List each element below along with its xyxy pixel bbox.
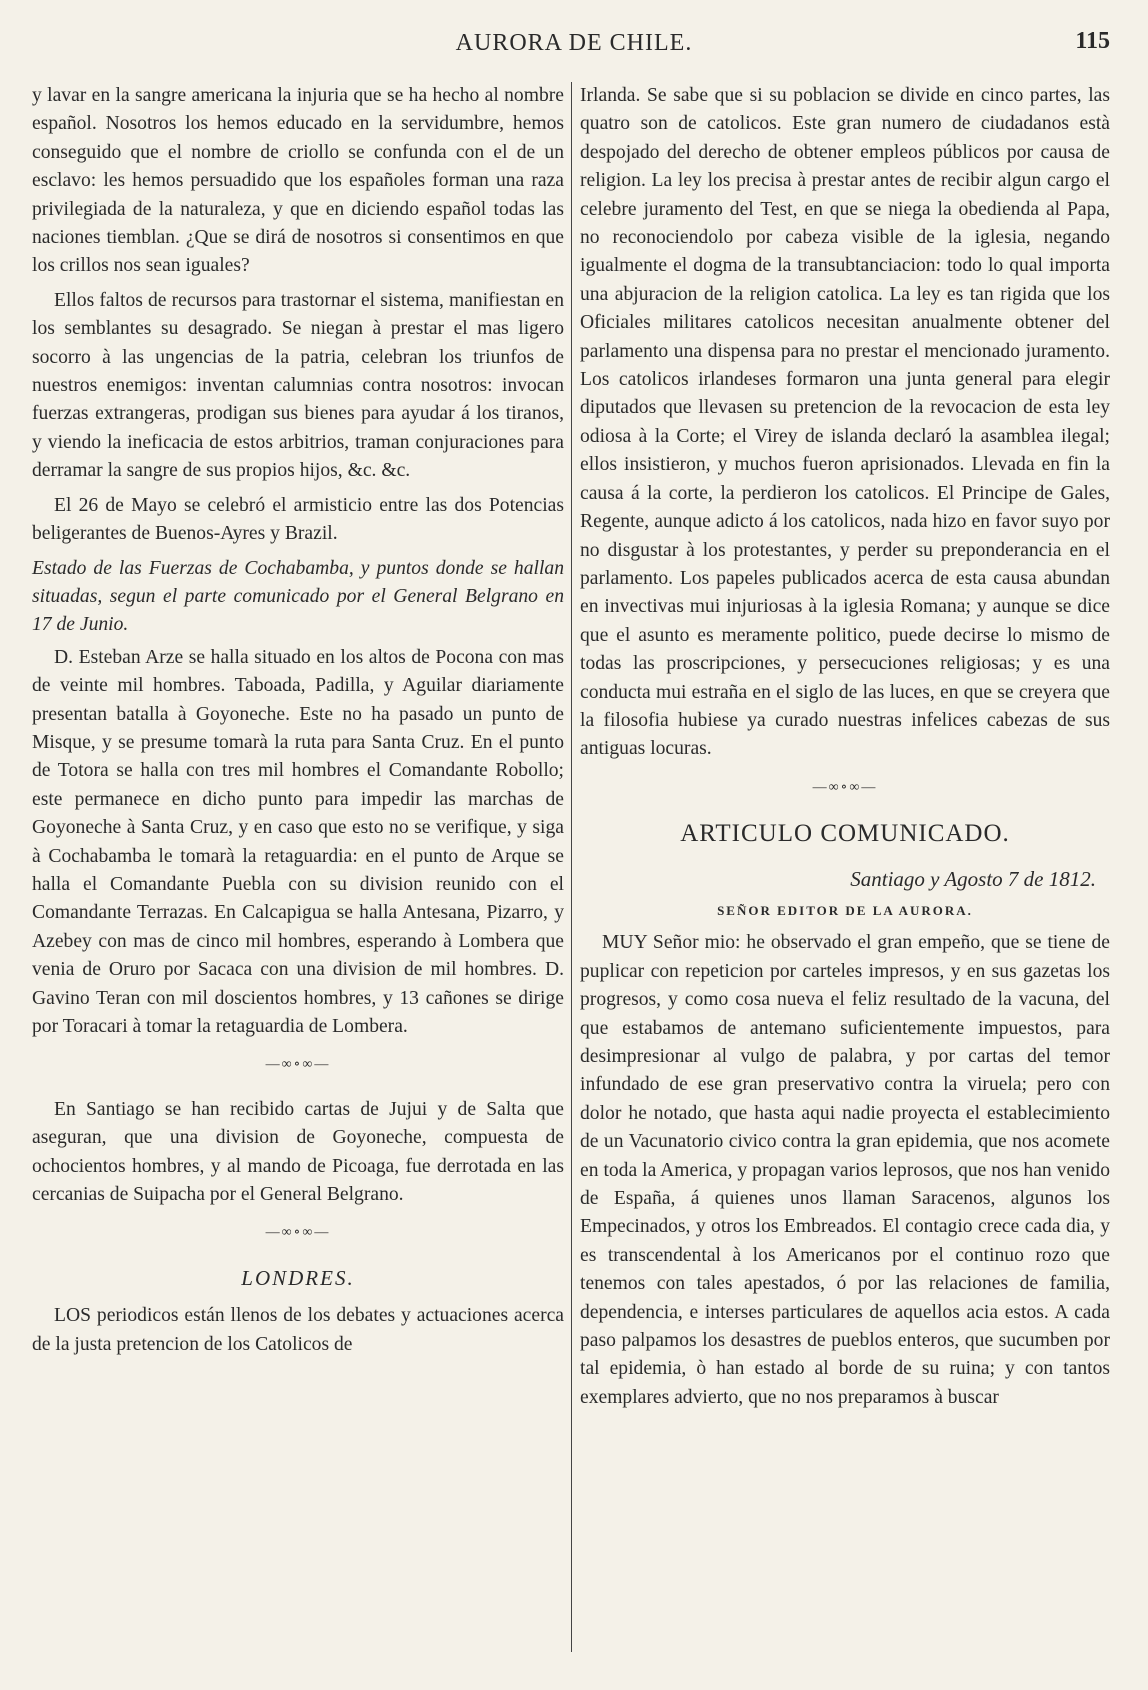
left-paragraph-3: El 26 de Mayo se celebró el armisticio entre las dos Potencias beligerantes de Buenos-Ayres y Brazil. <box>32 494 564 545</box>
ornament-divider: —∞∘∞— <box>265 1057 331 1073</box>
right-column <box>580 82 1110 1650</box>
left-paragraph-7: LOS periodicos están llenos de los debates y actuaciones acerca de la justa pretencion de los Catolicos de <box>32 1305 564 1355</box>
ornament-divider: —∞∘∞— <box>265 1225 331 1241</box>
left-paragraph-1: y lavar en la sangre americana la injuria que se ha hecho al nombre español. Nosotros los hemos educado en la servidumbre, hemos conseguido que el nombre de criollo se confunda con el de un esclavo: les hemos persuadido que los españoles forman una raza privilegiada de la naturaleza, y que en diciendo español todas las naciones tiemblan. ¿Que se dirá de nosotros si consentimos en que los crillos nos sean iguales? <box>32 85 564 277</box>
running-head <box>0 30 1148 66</box>
dateline: Santiago y Agosto 7 de 1812. <box>850 866 1096 891</box>
left-column <box>32 82 564 1650</box>
cochabamba-forces-heading: Estado de las Fuerzas de Cochabamba, y puntos donde se hallan situadas, segun el parte comunicado por el General Belgrano en 17 de Junio. <box>32 557 564 636</box>
newspaper-title: AURORA DE CHILE. <box>455 30 693 56</box>
right-paragraph-2: MUY Señor mio: he observado el gran empeño, que se tiene de puplicar con repeticion por carteles impresos, y en sus gazetas los progresos, y como cosa nueva el feliz resultado de la vacuna, del que estabamos de antemano suficientemente impuestos, para desimpresionar al vulgo de palabra, y por cartas del temor infundado de ese gran preservativo contra la viruela; pero con dolor he notado, que hasta aqui nadie proyecta el establecimiento de un Vacunatorio civico contra la gran epidemia, que nos acomete en toda la America, y propagan varios leprosos, que nos han venido de España, á quienes unos llaman Saracenos, algunos los Empecinados, y otros los Embreados. El contagio crece cada dia, y es transcendental à los Americanos por el continuo rozo que tenemos con tales apestados, ó por las relaciones de familia, dependencia, e interses particulares de aquellos acia estos. A cada paso palpamos los desastres de pueblos enteros, que sucumben por tal epidemia, ò han estado al borde de su ruina; y con tantos exemplares advierto, que no nos preparamos à buscar <box>580 932 1110 1408</box>
article-title: ARTICULO COMUNICADO. <box>680 820 1010 848</box>
right-paragraph-1: Irlanda. Se sabe que si su poblacion se divide en cinco partes, las quatro son de catolicos. Este gran numero de ciudadanos està despojado del derecho de obtener empleos públicos por causa de religion. La ley los precisa à prestar antes de recibir algun cargo el celebre juramento del Test, en que se niega la obedienda al Papa, no reconociendolo por cabeza visible de la iglesia, negando igualmente el dogma de la transubtanciacion: todo lo qual importa una abjuracion de la religion catolica. La ley es tan rigida que los Oficiales militares catolicos necesitan anualmente obtener del parlamento una dispensa para no prestar el mencionado juramento. Los catolicos irlandeses formaron una junta general para elegir diputados que llevasen su pretencion de la revocacion de esta ley odiosa à la Corte; el Virey de islanda declaró la asamblea ilegal; ellos insistieron, y muchos fueron aprisionados. Llevada en fin la causa á la corte, la perdieron los catolicos. El Principe de Gales, Regente, aunque adicto á los catolicos, nada hizo en favor suyo por no disgustar à los protestantes, y perder su preponderancia en el parlamento. Los papeles publicados acerca de esta causa abundan en invectivas mui injuriosas à la iglesia Romana; y aunque se dice que el asunto es meramente politico, puede decirse lo mismo de todas las proscripciones, y persecuciones religiosas; y es una conducta mui estraña en el siglo de las luces, en que se creyera que la filosofia hubiese ya curado nuestras infelices cabezas de sus antiguas locuras. <box>580 85 1110 760</box>
section-title-londres: LONDRES. <box>241 1265 355 1290</box>
page-number: 115 <box>1075 28 1110 54</box>
salutation: SEÑOR EDITOR DE LA AURORA. <box>717 902 973 918</box>
left-paragraph-5: D. Esteban Arze se halla situado en los altos de Pocona con mas de veinte mil hombres. Taboada, Padilla, y Aguilar diariamente presentan batalla à Goyoneche. Este no ha pasado un punto de Misque, y se presume tomarà la ruta para Santa Cruz. En el punto de Totora se halla con tres mil hombres el Comandante Robollo; este permanece en dicho punto para impedir las marchas de Goyoneche à Santa Cruz, y en caso que esto no se verifique, y siga à Cochabamba le tomarà la retaguardia: en el punto de Arque se halla el Comandante Puebla con su division reunido con el Comandante Terrazas. En Calcapigua se halla Antesana, Pizarro, y Azebey con mas de cinco mil hombres, esperando à Lombera que venia de Oruro por Sacaca con una division de mil hombres. D. Gavino Teran con mil doscientos hombres, y 13 cañones se dirige por Toracari à tomar la retaguardia de Lombera. <box>32 646 564 1037</box>
column-rule <box>571 82 572 1652</box>
left-paragraph-6: En Santiago se han recibido cartas de Jujui y de Salta que aseguran, que una division de Goyoneche, compuesta de ochocientos hombres, y al mando de Picoaga, fue derrotada en las cercanias de Suipacha por el General Belgrano. <box>32 1098 564 1206</box>
ornament-divider: —∞∘∞— <box>812 779 878 795</box>
left-paragraph-2: Ellos faltos de recursos para trastornar el sistema, manifiestan en los semblantes su desagrado. Se niegan à prestar el mas ligero socorro à las ungencias de la patria, celebran los triunfos de nuestros enemigos: inventan calumnias contra nosotros: invocan fuerzas extrangeras, prodigan sus bienes para ayudar á los tiranos, y viendo la ineficacia de estos arbitrios, traman conjuraciones para derramar la sangre de sus propios hijos, &c. &c. <box>32 289 564 482</box>
